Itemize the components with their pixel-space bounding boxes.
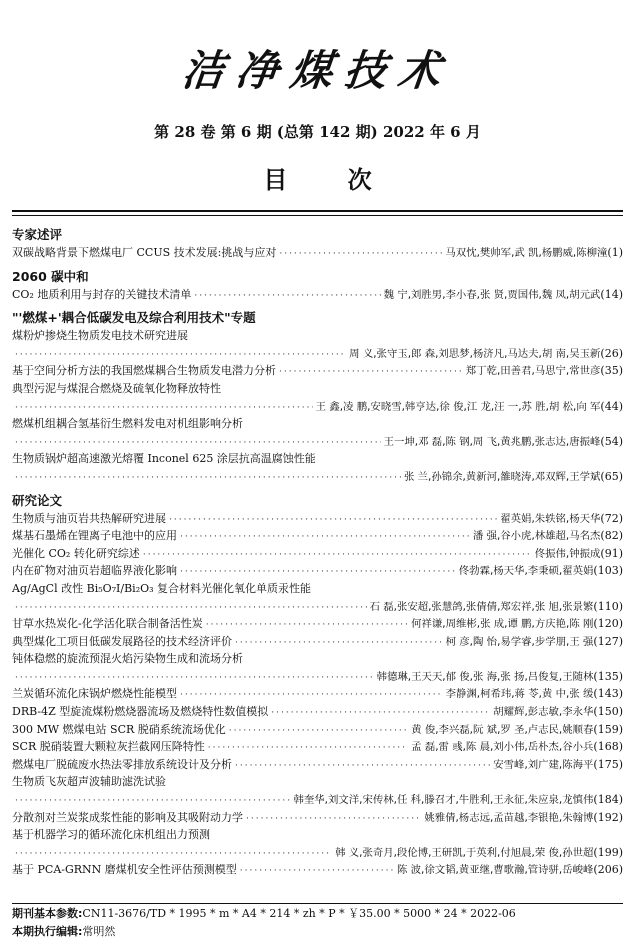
article-page: (135) [593, 669, 623, 683]
article-page: (159) [593, 722, 623, 736]
toc-entry[interactable] [12, 773, 623, 791]
leader-dots [271, 705, 490, 723]
article-authors: 安雪峰,刘广建,陈海平 [493, 758, 594, 771]
article-title: 燃煤电厂脱硫废水热法零排放系统设计及分析 [12, 757, 232, 771]
toc-entry[interactable] [12, 738, 623, 756]
toc-entry[interactable] [12, 286, 623, 304]
toc-entry[interactable] [12, 598, 623, 616]
article-title: CO₂ 地质利用与封存的关键技术清单 [12, 287, 192, 301]
article-title: SCR 脱硝装置大颗粒灰拦截网压降特性 [12, 740, 205, 754]
toc-entry[interactable] [12, 756, 623, 774]
toc-entry[interactable] [12, 450, 623, 468]
toc-entry[interactable] [12, 721, 623, 739]
article-page: (26) [600, 346, 623, 360]
leader-dots [143, 547, 532, 565]
article-page: (14) [600, 287, 623, 301]
leader-dots [240, 863, 394, 881]
article-page: (127) [593, 634, 623, 648]
toc-entry[interactable] [12, 510, 623, 528]
params-label: 期刊基本参数: [12, 907, 83, 920]
toc-entry[interactable] [12, 703, 623, 721]
article-authors: 何祥谦,周维彬,张 成,谭 鹏,方庆艳,陈 刚 [411, 618, 594, 631]
toc-entry[interactable] [12, 327, 623, 345]
article-page: (91) [600, 546, 623, 560]
article-page: (150) [593, 705, 623, 719]
toc-entry[interactable] [12, 562, 623, 580]
article-page: (82) [600, 529, 623, 543]
article-page: (72) [600, 511, 623, 525]
toc-entry[interactable] [12, 468, 623, 486]
section-heading: 研究论文 [12, 492, 63, 508]
article-page: (35) [600, 364, 623, 378]
header-rule-thick [12, 210, 623, 212]
article-authors: 王 鑫,凌 鹏,安晓雪,韩亨达,徐 俊,江 龙,汪 一,苏 胜,胡 松,向 军 [315, 400, 601, 413]
editor-value: 常明然 [82, 925, 116, 938]
article-authors: 石 磊,张安超,张慧鸽,张倩倩,郑宏祥,张 旭,张景繁 [369, 600, 594, 613]
leader-dots [235, 758, 490, 776]
leader-dots [235, 635, 443, 653]
article-page: (184) [593, 793, 623, 807]
leader-dots [194, 288, 380, 306]
article-title: Ag/AgCl 改性 Bi₅O₇I/Bi₂O₃ 复合材料光催化氧化单质汞性能 [12, 581, 312, 595]
article-authors: 佟振伟,钟振成 [534, 547, 601, 560]
article-authors: 张 兰,孙锦余,黄新河,雒晓涛,邓双辉,王学斌 [403, 470, 601, 483]
article-title: 煤基石墨烯在锂离子电池中的应用 [12, 529, 177, 543]
article-page: (103) [593, 564, 623, 578]
leader-dots [180, 529, 470, 547]
article-authors: 韩奎华,刘文洋,宋传林,任 科,滕召才,牛胜利,王永征,朱应泉,龙慎伟 [293, 794, 594, 807]
article-authors: 翟英娟,朱轶铭,杨天华 [500, 512, 601, 525]
table-of-contents [12, 226, 623, 879]
article-title: 分散剂对兰炭浆成浆性能的影响及其吸附动力学 [12, 810, 243, 824]
article-authors: 韩德琳,王天天,郁 俊,张 海,张 扬,吕俊复,王随林 [376, 670, 594, 683]
article-title: 甘草水热炭化-化学活化联合制备活性炭 [12, 617, 203, 631]
toc-entry[interactable] [12, 545, 623, 563]
toc-entry[interactable] [12, 844, 623, 862]
article-page: (44) [600, 399, 623, 413]
toc-entry[interactable] [12, 685, 623, 703]
leader-dots [15, 470, 401, 488]
article-page: (65) [600, 469, 623, 483]
article-title: 300 MW 燃煤电站 SCR 脱硝系统流场优化 [12, 722, 226, 736]
editor-label: 本期执行编辑: [12, 925, 83, 938]
article-authors: 胡耀辉,彭志敏,李永华 [493, 706, 594, 719]
article-title: 双碳战略背景下燃煤电厂 CCUS 技术发展:挑战与应对 [12, 246, 277, 259]
leader-dots [206, 617, 408, 635]
toc-entry[interactable] [12, 244, 623, 262]
toc-entry[interactable] [12, 415, 623, 433]
toc-entry[interactable] [12, 633, 623, 651]
toc-entry[interactable] [12, 826, 623, 844]
article-page: (175) [593, 757, 623, 771]
section-heading: "'燃煤+'耦合低碳发电及综合利用技术"专题 [12, 310, 256, 326]
toc-entry[interactable] [12, 380, 623, 398]
article-authors: 黄 俊,李兴磊,阮 斌,罗 圣,卢志民,姚顺春 [411, 723, 594, 736]
article-title: 内在矿物对油页岩超临界液化影响 [12, 564, 177, 578]
header-rule-thin [12, 215, 623, 216]
toc-entry[interactable] [12, 527, 623, 545]
leader-dots [246, 811, 421, 829]
executive-editor [12, 924, 623, 940]
article-authors: 王一坤,邓 磊,陈 钢,周 飞,黄兆鹏,张志达,唐振峰 [383, 435, 601, 448]
journal-parameters [12, 906, 623, 922]
article-page: (199) [593, 845, 623, 859]
article-title: 典型污泥与煤混合燃烧及硫氧化物释放特性 [12, 381, 221, 395]
issue-info: 第 28 卷 第 6 期 (总第 142 期) 2022 年 6 月 [154, 123, 481, 141]
article-authors: 孟 磊,雷 彧,陈 晨,刘小伟,岳朴杰,谷小兵 [411, 741, 594, 754]
toc-entry[interactable] [12, 650, 623, 668]
article-title: 光催化 CO₂ 转化研究综述 [12, 546, 140, 560]
toc-entry[interactable] [12, 345, 623, 363]
article-page: (110) [593, 599, 623, 613]
article-title: 典型煤化工项目低碳发展路径的技术经济评价 [12, 634, 232, 648]
article-page: (1) [607, 246, 623, 259]
article-page: (192) [593, 810, 623, 824]
section-heading: 2060 碳中和 [12, 268, 89, 284]
article-title: 燃煤机组耦合氢基衍生燃料发电对机组影响分析 [12, 417, 243, 431]
article-title: 基于空间分析方法的我国燃煤耦合生物质发电潜力分析 [12, 364, 276, 378]
article-title: 生物质与油页岩共热解研究进展 [12, 511, 166, 525]
toc-entry[interactable] [12, 809, 623, 827]
toc-entry[interactable] [12, 668, 623, 686]
article-title: 生物质锅炉超高速激光熔覆 Inconel 625 涂层抗高温腐蚀性能 [12, 452, 316, 466]
article-title: DRB-4Z 型旋流煤粉燃烧器流场及燃烧特性数值模拟 [12, 705, 269, 719]
article-page: (120) [593, 617, 623, 631]
article-authors: 郑丁乾,田善君,马思宁,常世彦 [465, 365, 601, 378]
toc-entry[interactable] [12, 433, 623, 451]
article-authors: 马双忱,樊帅军,武 凯,杨鹏威,陈柳潼 [445, 247, 608, 259]
section-heading: 专家述评 [12, 227, 63, 242]
article-title: 基于 PCA-GRNN 磨煤机安全性评估预测模型 [12, 863, 237, 877]
leader-dots [169, 512, 497, 530]
article-authors: 姚雅倩,杨志远,孟苗越,李银艳,朱翰博 [424, 811, 594, 824]
article-authors: 韩 义,张奇月,段伦博,王研凯,于英利,付旭晨,荣 俊,孙世超 [335, 846, 594, 859]
leader-dots [279, 364, 463, 382]
article-authors: 李静渊,柯希玮,蒋 苓,黄 中,张 缓 [445, 688, 594, 701]
article-authors: 潘 强,谷小虎,林雄超,马名杰 [472, 530, 601, 543]
article-authors: 陈 波,徐文韬,黄亚继,曹歌瀚,管诗骈,岳峻峰 [396, 864, 594, 877]
footer-rule [12, 903, 623, 904]
article-page: (54) [600, 434, 623, 448]
article-title: 钝体稳燃的旋流预混火焰污染物生成和流场分析 [12, 652, 243, 666]
journal-title: 洁净煤技术 [179, 46, 455, 95]
article-authors: 佟勃霖,杨天华,李秉硕,翟英娟 [458, 565, 594, 578]
article-title: 煤粉炉掺烧生物质发电技术研究进展 [12, 329, 188, 343]
leader-dots [279, 246, 442, 264]
toc-entry[interactable] [12, 362, 623, 380]
article-authors: 魏 宁,刘胜男,李小春,张 贤,贾国伟,魏 凤,胡元武 [383, 288, 601, 301]
article-page: (168) [593, 740, 623, 754]
toc-entry[interactable] [12, 398, 623, 416]
toc-entry[interactable] [12, 615, 623, 633]
article-page: (143) [593, 687, 623, 701]
article-title: 基于机器学习的循环流化床机组出力预测 [12, 828, 210, 842]
params-value: CN11-3676/TD * 1995 * m * A4 * 214 * zh * P * ￥35.00 * 5000 * 24 * 2022-06 [82, 907, 516, 920]
article-authors: 柯 彦,陶 怡,易学睿,步学朋,王 强 [445, 635, 594, 648]
article-title: 生物质飞灰超声波辅助滤洗试验 [12, 775, 166, 789]
leader-dots [229, 723, 408, 741]
article-title: 兰炭循环流化床锅炉燃烧性能模型 [12, 687, 177, 701]
toc-entry[interactable] [12, 791, 623, 809]
toc-entry[interactable] [12, 580, 623, 598]
article-page: (206) [593, 863, 623, 877]
toc-entry[interactable] [12, 861, 623, 879]
leader-dots [208, 740, 408, 758]
article-authors: 周 义,张守玉,郎 森,刘思梦,杨济凡,马达夫,胡 南,吴玉新 [349, 347, 601, 360]
toc-heading: 目 次 [263, 166, 398, 194]
